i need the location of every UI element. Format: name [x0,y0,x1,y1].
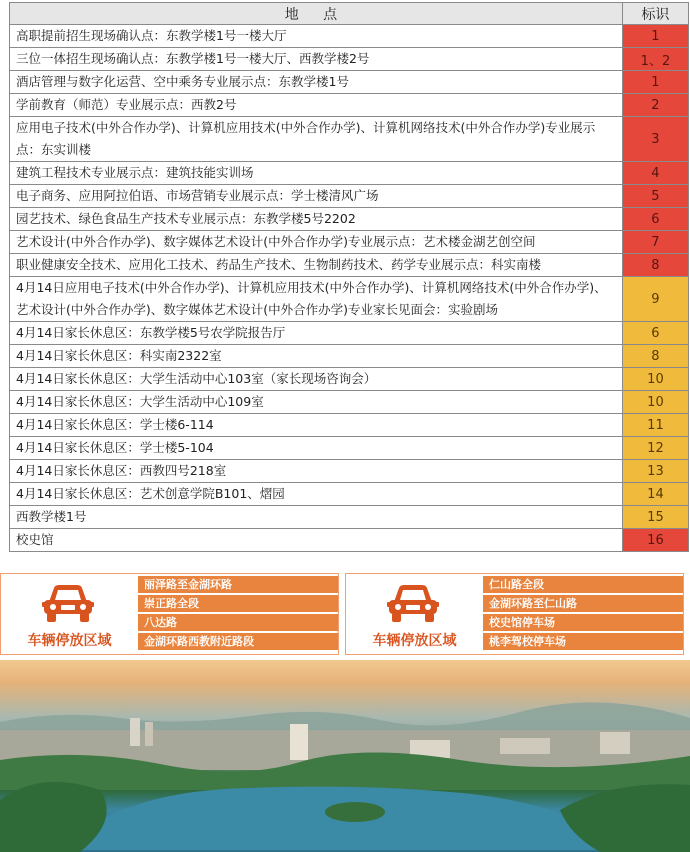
parking-title: 车辆停放区域 [372,633,457,649]
location-cell: 4月14日家长休息区：西教四号218室 [10,460,623,483]
header-location: 地 点 [10,3,623,25]
road-item: 校史馆停车场 [483,614,683,631]
location-cell: 建筑工程技术专业展示点：建筑技能实训场 [10,162,623,185]
road-item: 桃李驾校停车场 [483,633,683,650]
tag-cell: 4 [622,162,688,185]
table-row [10,25,689,48]
campus-aerial-photo [0,660,690,852]
table-row [10,368,689,391]
car-icon [41,582,95,624]
road-item: 金湖环路至仁山路 [483,595,683,612]
location-cell: 4月14日家长休息区：东教学楼5号农学院报告厅 [10,322,623,345]
location-cell: 园艺技术、绿色食品生产技术专业展示点：东教学楼5号2202 [10,208,623,231]
table-row [10,162,689,185]
table-row [10,94,689,117]
parking-panel-left [0,573,339,655]
tag-cell: 15 [622,506,688,529]
location-cell: 酒店管理与数字化运营、空中乘务专业展示点：东教学楼1号 [10,71,623,94]
tag-cell: 6 [622,322,688,345]
table-row [10,529,689,552]
location-cell: 艺术设计(中外合作办学)、数字媒体艺术设计(中外合作办学)专业展示点：艺术楼金湖艺创空间 [10,231,623,254]
tag-cell: 9 [622,277,688,322]
table-row [10,117,689,162]
campus-photo-illustration [0,660,690,852]
road-list [138,576,338,652]
table-row [10,483,689,506]
table-row [10,437,689,460]
location-cell: 4月14日家长休息区：大学生活动中心103室（家长现场咨询会） [10,368,623,391]
parking-title: 车辆停放区域 [27,633,112,649]
location-table [9,2,689,552]
road-item: 仁山路全段 [483,576,683,593]
table-row [10,71,689,94]
location-cell: 4月14日应用电子技术(中外合作办学)、计算机应用技术(中外合作办学)、计算机网络技术(中外合作办学)、艺术设计(中外合作办学)、数字媒体艺术设计(中外合作办学)专业家长见面会：实验剧场 [10,277,623,322]
tag-cell: 1、2 [622,48,688,71]
tag-cell: 8 [622,345,688,368]
road-item: 八达路 [138,614,338,631]
tag-cell: 10 [622,391,688,414]
tag-cell: 1 [622,25,688,48]
road-item: 金湖环路西教附近路段 [138,633,338,650]
location-cell: 西教学楼1号 [10,506,623,529]
table-header-row [10,3,689,25]
table-row [10,345,689,368]
table-row [10,506,689,529]
table-row [10,185,689,208]
location-cell: 学前教育（师范）专业展示点：西教2号 [10,94,623,117]
location-cell: 4月14日家长休息区：学士楼5-104 [10,437,623,460]
tag-cell: 6 [622,208,688,231]
location-cell: 校史馆 [10,529,623,552]
table-row [10,414,689,437]
tag-cell: 3 [622,117,688,162]
parking-panel-right [345,573,684,655]
table-row [10,48,689,71]
road-list [483,576,683,652]
table-row [10,460,689,483]
table-row [10,254,689,277]
location-cell: 电子商务、应用阿拉伯语、市场营销专业展示点：学士楼清风广场 [10,185,623,208]
tag-cell: 11 [622,414,688,437]
tag-cell: 8 [622,254,688,277]
tag-cell: 16 [622,529,688,552]
location-cell: 职业健康安全技术、应用化工技术、药品生产技术、生物制药技术、药学专业展示点：科实南楼 [10,254,623,277]
table-row [10,208,689,231]
parking-label [1,574,138,654]
table-row [10,277,689,322]
tag-cell: 7 [622,231,688,254]
location-cell: 应用电子技术(中外合作办学)、计算机应用技术(中外合作办学)、计算机网络技术(中外合作办学)专业展示点：东实训楼 [10,117,623,162]
tag-cell: 12 [622,437,688,460]
location-cell: 4月14日家长休息区：艺术创意学院B101、熠园 [10,483,623,506]
tag-cell: 2 [622,94,688,117]
tag-cell: 14 [622,483,688,506]
location-cell: 三位一体招生现场确认点：东教学楼1号一楼大厅、西教学楼2号 [10,48,623,71]
parking-label [346,574,483,654]
tag-cell: 10 [622,368,688,391]
tag-cell: 5 [622,185,688,208]
parking-section [0,573,690,655]
road-item: 丽泽路至金湖环路 [138,576,338,593]
location-cell: 4月14日家长休息区：大学生活动中心109室 [10,391,623,414]
location-cell: 4月14日家长休息区：学士楼6-114 [10,414,623,437]
header-tag: 标识 [622,3,688,25]
road-item: 崇正路全段 [138,595,338,612]
location-cell: 4月14日家长休息区：科实南2322室 [10,345,623,368]
table-row [10,231,689,254]
table-row [10,322,689,345]
tag-cell: 1 [622,71,688,94]
tag-cell: 13 [622,460,688,483]
location-cell: 高职提前招生现场确认点：东教学楼1号一楼大厅 [10,25,623,48]
table-row [10,391,689,414]
car-icon [386,582,440,624]
location-table-wrapper [9,2,689,552]
